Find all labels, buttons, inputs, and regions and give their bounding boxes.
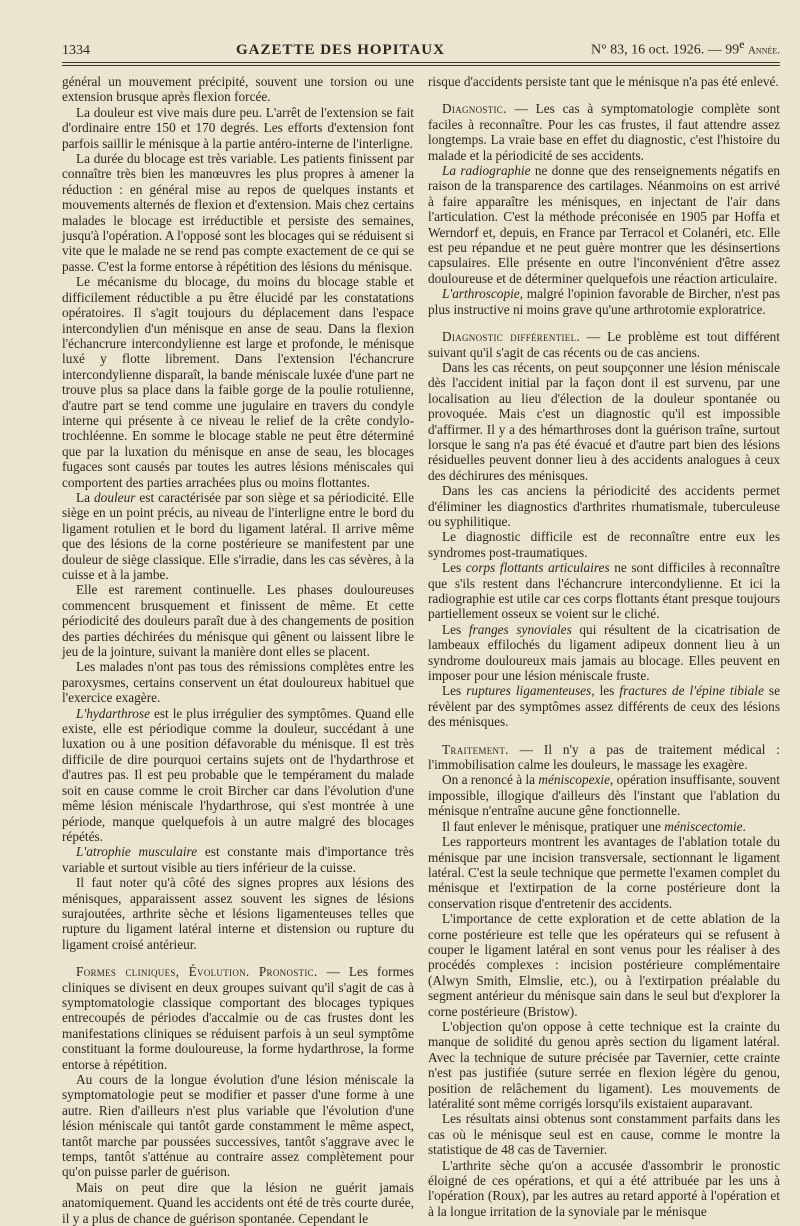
header-rule-thin xyxy=(62,65,780,66)
paragraph: Dans les cas récents, on peut soupçonner une lésion méniscale dès l'accident initial par la façon dont il est survenu, par une localisation au lieu d'élection de la douleur spontanée ou provoquée. Mais c'est un diagnostic qu'il est impossible d'affirmer. Il y a des hémarthroses dont la guérison traîne, surtout lorsque le sang n'a pas été évacué et d'autre part bien des lésions résiduelles peuvent donner lieu à des accidents analogues à ceux des déchirures des ménisques. xyxy=(428,359,780,483)
paragraph: L'hydarthrose est le plus irrégulier des symptômes. Quand elle existe, elle est périodique comme la douleur, succédant à une luxation ou à une position défavorable du ménisque. Il est très difficile de dire pourquoi certains sujets ont de l'hydarthrose et d'autres pas. Il est peu probable que le tempérament du malade soit en cause comme le croit Bircher car dans l'évolution d'une même lésion méniscale l'hydarthrose, qui s'est montrée à une période, manque quelquefois à un autre malgré des blocages répétés. xyxy=(62,705,414,844)
paragraph: Mais on peut dire que la lésion ne guérit jamais anatomiquement. Quand les accidents ont été de très courte durée, il y a plus de chance de guérison spontanée. Cependant le xyxy=(62,1179,414,1226)
paragraph: L'atrophie musculaire est constante mais d'importance très variable et surtout visible au tiers inférieur de la cuisse. xyxy=(62,844,414,875)
paragraph: Le diagnostic difficile est de reconnaître entre eux les syndromes post-traumatiques. xyxy=(428,529,780,560)
paragraph: La durée du blocage est très variable. Les patients finissent par connaître très bien les manœuvres les plus propres à amener la réduction : en général mise au repos de quelques instants et mouvements alternés de flexion et d'extension. Mais chez certains malades le blocage est irréductible et persiste des semaines, jusqu'à l'opération. A l'opposé sont les blocages qui se réduisent si vite que le malade ne se rend pas compte exactement de ce qui se passe. C'est la forme entorse à répétition des lésions du ménisque. xyxy=(62,151,414,274)
paragraph: Les franges synoviales qui résultent de la cicatrisation de lambeaux effilochés du ligament adipeux donnent lieu à un syndrome douloureux mais jamais au blocage. Elles peuvent en imposer pour une lésion méniscale fruste. xyxy=(428,621,781,684)
section-traitement: Traitement. — Il n'y a pas de traitement médical : l'immobilisation calme les douleurs, le massage les exagère. xyxy=(428,741,780,773)
paragraph: L'importance de cette exploration et de cette ablation de la corne postérieure est telle que les opérateurs qui se refusent à couper le ligament latéral en sont venus pour les réaliser à des procédés complexes : incision postérieure complémentaire (Alwyn Smith, Elmslie, etc.), ou à l'extirpation préalable du segment antérieur du ménisque sain dans le seul but d'explorer la corne postérieure (Bristow). xyxy=(428,911,780,1019)
paragraph: Au cours de la longue évolution d'une lésion méniscale la symptomatologie peut se modifier et passer d'une forme à une autre. Rien d'ailleurs n'est plus variable que l'évolution d'une lésion méniscale qui tantôt garde constamment le même aspect, tantôt marche par poussées successives, tantôt s'aggrave avec le temps, tantôt s'atténue au contraire assez complètement pour qu'on puisse parler de guérison. xyxy=(62,1072,414,1180)
paragraph: Il faut noter qu'à côté des signes propres aux lésions des ménisques, apparaissent assez souvent les signes de lésions surajoutées, arthrite sèche et lésions ligamenteuses telles que rupture du ligament latéral interne et distension ou rupture du ligament croisé antérieur. xyxy=(62,875,414,952)
paragraph: risque d'accidents persiste tant que le ménisque n'a pas été enlevé. xyxy=(428,74,779,89)
paragraph: Les corps flottants articulaires ne sont difficiles à reconnaître que s'ils restent dans l'échancrure intercondylienne. Et ici la radiographie est utile car ces corps flottants étant presque toujours partiellement osseux se voient sur le cliché. xyxy=(428,560,780,622)
section-formes-cliniques: Formes cliniques, Évolution. Pronostic. — Les formes cliniques se divisent en deux groupes suivant qu'il s'agit de cas à symptomatologie classique comportant des blocages typiques entrecoupés de périodes d'accalmie ou de cas frustes dont les manifestations cliniques se réduisent parfois à un seul symptôme constituant la forme douloureuse, la forme hydarthrose, la forme entorse à répétition. xyxy=(62,964,414,1072)
right-column xyxy=(428,74,781,1219)
paragraph: Dans les cas anciens la périodicité des accidents permet d'éliminer les diagnostics d'arthrites rhumatismale, tuberculeuse ou syphilitique. xyxy=(428,483,780,529)
running-header xyxy=(62,38,780,60)
page-number: 1334 xyxy=(62,42,90,58)
paragraph: L'arthrite sèche qu'on a accusée d'assombrir le pronostic éloigné de ces opérations, et qui a été attribuée par les uns à l'opération (Roux), par les autres au retard apporté à l'opération et à la longue irritation de la synoviale par le ménisque xyxy=(428,1157,780,1219)
section-heading: Diagnostic différentiel. xyxy=(442,329,581,345)
journal-title: GAZETTE DES HOPITAUX xyxy=(236,41,445,58)
paragraph: Les rapporteurs montrent les avantages de l'ablation totale du ménisque par une incision transversale, sectionnant le ligament latéral. C'est la seule technique que permette l'examen complet du ménisque et l'extirpation de la corne postérieure dont la conservation risque d'entretenir des accidents. xyxy=(428,834,780,911)
issue-info: N° 83, 16 oct. 1926. — 99e Année. xyxy=(590,38,780,58)
section-heading: Formes cliniques, Évolution. Pronostic. xyxy=(76,964,318,980)
paragraph: La radiographie ne donne que des renseignements négatifs en raison de la transparence des cartilages. Néanmoins on est arrivé à faire apparaître les ménisques, en injectant de l'air dans l'articulation. C'est la méthode préconisée en 1905 par Hoffa et Werndorf et, depuis, en France par Terracol et Colanéri, etc. Elle est peu répandue et ne peut guère montrer que les désinsertions capsulaires. Elle présente en outre l'inconvénient d'être assez douloureuse et de déterminer quelquefois une réaction articulaire. xyxy=(428,163,780,286)
paragraph: La douleur est vive mais dure peu. L'arrêt de l'extension se fait d'ordinaire entre 150 et 170 degrés. Les efforts d'extension font parfois saillir le ménisque à la partie antéro-interne de l'interligne. xyxy=(62,104,414,151)
paragraph: Les malades n'ont pas tous des rémissions complètes entre les paroxysmes, certains conservent un état douloureux habituel que l'exercice exagère. xyxy=(62,659,414,706)
section-diagnostic-differentiel: Diagnostic différentiel. — Le problème est tout différent suivant qu'il s'agit de cas récents ou de cas anciens. xyxy=(428,329,780,360)
paragraph: Les ruptures ligamenteuses, les fractures de l'épine tibiale se révèlent par des symptômes assez différents de ceux des lésions des ménisques. xyxy=(428,683,781,730)
section-diagnostic: Diagnostic. — Les cas à symptomatologie complète sont faciles à reconnaître. Pour les cas frustes, il faut attendre assez longtemps. La vraie base en effet du diagnostic, c'est l'histoire du malade et la périodicité de ses accidents. xyxy=(428,101,780,163)
paragraph: général un mouvement précipité, souvent une torsion ou une extension brusque après flexion forcée. xyxy=(62,74,414,105)
paragraph: On a renoncé à la méniscopexie, opération insuffisante, souvent impossible, illogique d'ailleurs dès l'instant que l'ablation du ménisque n'entraîne aucune gêne fonctionnelle. xyxy=(428,772,781,819)
paragraph: L'objection qu'on oppose à cette technique est la crainte du manque de solidité du genou après section du ligament latéral. Avec la technique de suture précisée par Tavernier, cette crainte n'est pas justifiée (suture serrée en flexion légère du genou, position de relâchement du ligament). Les mouvements de latéralité sont même corrigés lorsqu'ils existaient auparavant. xyxy=(428,1018,780,1111)
header-rule xyxy=(62,62,780,63)
section-heading: Diagnostic. xyxy=(442,101,507,117)
left-column xyxy=(62,74,414,1226)
paragraph: Les résultats ainsi obtenus sont constamment parfaits dans les cas où le ménisque seul est en cause, comme le montre la statistique de 48 cas de Tavernier. xyxy=(428,1111,780,1158)
section-heading: Traitement. xyxy=(442,741,509,757)
paragraph: Le mécanisme du blocage, du moins du blocage stable et difficilement réductible a pu être élucidé par les constatations opératoires. Il s'agit toujours du déplacement dans l'espace intercondylien d'un ménisque en anse de seau. Dans la flexion l'échancrure intercondylienne est large et profonde, le ménisque luxé y flotte librement. Dans l'extension l'échancrure intercondylienne disparaît, la bande méniscale luxée d'une part ne trouve plus sa place dans la faible gorge de la poulie rotulienne, d'autre part se tend comme une jugulaire en travers du condyle interne qui présente à ce niveau le relief de la crête condylo-trochléenne. En somme le blocage stable ne peut être déterminé que par la luxation du ménisque en anse de seau, les blocages fugaces sont causés par toutes les autres lésions méniscales qui comportent des parties arrachées plus ou moins flottantes. xyxy=(62,274,414,490)
paragraph: Il faut enlever le ménisque, pratiquer une méniscectomie. xyxy=(442,818,746,834)
paragraph: Elle est rarement continuelle. Les phases douloureuses commencent brusquement et finissent de même. Et cette périodicité des douleurs paraît due à des changements de position des parties déchirées du ménisque qui gênent ou laissent libre le jeu de la jointure, suivant la manière dont elles se placent. xyxy=(62,582,414,660)
paragraph: L'arthroscopie, malgré l'opinion favorable de Bircher, n'est pas plus instructive ni moins grave qu'une arthrotomie exploratrice. xyxy=(428,286,780,317)
paragraph: La douleur est caractérisée par son siège et sa périodicité. Elle siège en un point précis, au niveau de l'interligne entre le bord du ligament rotulien et le bord du ligament latéral. Il arrive même que des lésions de la corne postérieure se manifestent par une douleur de siège classique. Elle s'irradie, dans les cas sévères, à la cuisse et à la jambe. xyxy=(62,489,414,582)
